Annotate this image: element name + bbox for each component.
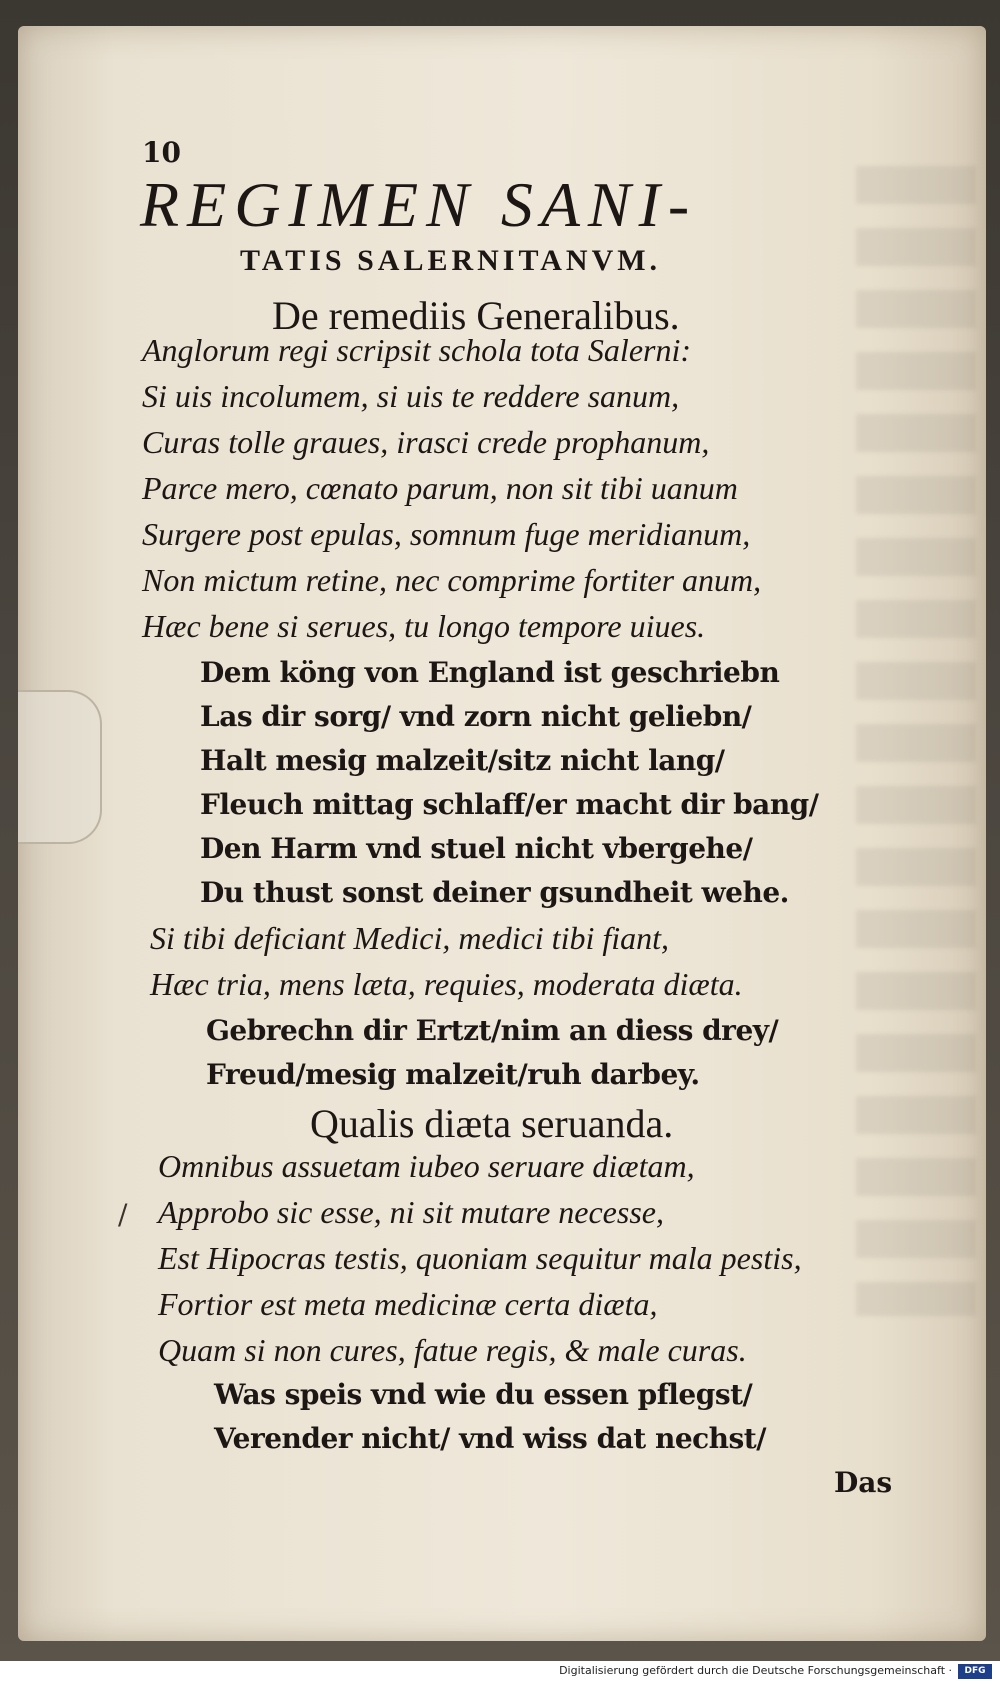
latin-line: Fortior est meta medicinæ certa diæta, bbox=[158, 1286, 658, 1322]
german-line: Las dir sorg/ vnd zorn nicht geliebn/ bbox=[200, 700, 752, 733]
latin-line: Approbo sic esse, ni sit mutare necesse, bbox=[158, 1194, 664, 1230]
page-number: 10 bbox=[142, 136, 181, 169]
german-line: Was speis vnd wie du essen pflegst/ bbox=[214, 1378, 753, 1411]
german-line: Dem köng von England ist geschriebn bbox=[200, 656, 780, 689]
latin-line: Est Hipocras testis, quoniam sequitur mala pestis, bbox=[158, 1240, 802, 1276]
latin-line: Anglorum regi scripsit schola tota Salerni: bbox=[142, 332, 692, 368]
margin-mark: / bbox=[118, 1198, 128, 1231]
german-line: Du thust sonst deiner gsundheit wehe. bbox=[200, 876, 789, 909]
section-heading-remedies: De remediis Generalibus. bbox=[272, 293, 680, 338]
latin-line: Quam si non cures, fatue regis, & male curas. bbox=[158, 1332, 747, 1368]
latin-line: Hæc tria, mens læta, requies, moderata diæta. bbox=[150, 966, 743, 1002]
latin-line: Non mictum retine, nec comprime fortiter anum, bbox=[142, 562, 762, 598]
section-heading-diet: Qualis diæta seruanda. bbox=[310, 1101, 674, 1146]
latin-line: Si tibi deficiant Medici, medici tibi fiant, bbox=[150, 920, 670, 956]
catchword: Das bbox=[834, 1466, 893, 1499]
german-line: Fleuch mittag schlaff/er macht dir bang/ bbox=[200, 788, 819, 821]
latin-line: Hæc bene si serues, tu longo tempore uiues. bbox=[142, 608, 706, 644]
page-subtitle: TATIS SALERNITANVM. bbox=[240, 244, 662, 277]
latin-line: Si uis incolumem, si uis te reddere sanum, bbox=[142, 378, 680, 414]
dfg-logo: DFG bbox=[958, 1664, 992, 1679]
german-line: Verender nicht/ vnd wiss dat nechst/ bbox=[214, 1422, 766, 1455]
german-line: Halt mesig malzeit/sitz nicht lang/ bbox=[200, 744, 725, 777]
latin-line: Curas tolle graues, irasci crede prophanum, bbox=[142, 424, 710, 460]
show-through-text bbox=[856, 166, 976, 1316]
german-line: Freud/mesig malzeit/ruh darbey. bbox=[206, 1058, 700, 1091]
footer-credit: Digitalisierung gefördert durch die Deutsche Forschungsgemeinschaft · bbox=[559, 1664, 952, 1677]
german-line: Den Harm vnd stuel nicht vbergehe/ bbox=[200, 832, 753, 865]
latin-line: Surgere post epulas, somnum fuge meridianum, bbox=[142, 516, 751, 552]
latin-line: Omnibus assuetam iubeo seruare diætam, bbox=[158, 1148, 695, 1184]
page-title: REGIMEN SANI- bbox=[140, 169, 698, 240]
footer-bar bbox=[0, 1661, 1000, 1684]
page-clip bbox=[18, 690, 102, 844]
latin-line: Parce mero, cœnato parum, non sit tibi uanum bbox=[142, 470, 738, 506]
german-line: Gebrechn dir Ertzt/nim an diess drey/ bbox=[206, 1014, 779, 1047]
